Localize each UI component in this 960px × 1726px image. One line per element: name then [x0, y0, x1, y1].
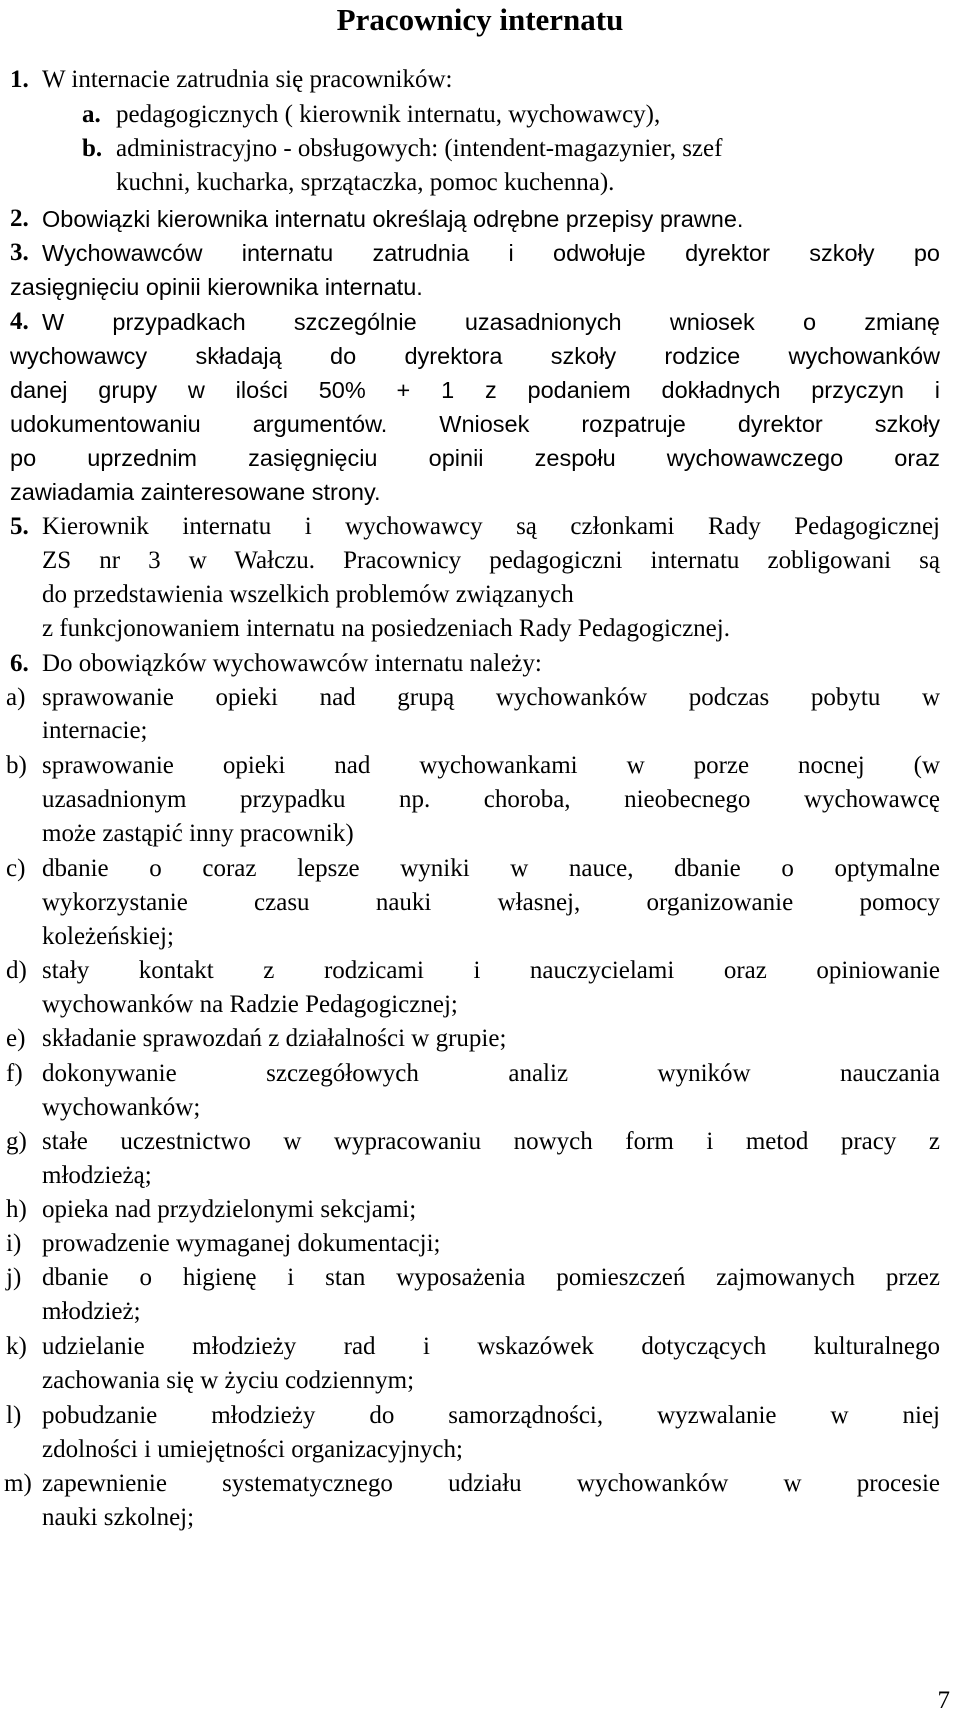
subitem-a-text: pedagogicznych ( kierownik internatu, wychowawcy),	[116, 101, 661, 128]
duty-marker: k)	[6, 1333, 27, 1360]
item-5-line3: do przedstawienia wszelkich problemów związanych	[42, 581, 574, 608]
item-number-1: 1.	[10, 66, 29, 93]
item-4-line4: udokumentowaniu argumentów. Wniosek rozpatruje dyrektor szkoły	[10, 411, 940, 437]
duty-line: prowadzenie wymaganej dokumentacji;	[42, 1230, 441, 1257]
page-title: Pracownicy internatu	[336, 2, 624, 37]
duty-line: dokonywanie szczegółowych analiz wyników nauczania	[42, 1060, 940, 1087]
duty-marker: i)	[6, 1230, 22, 1257]
item-number-6: 6.	[10, 650, 29, 677]
duty-line: zdolności i umiejętności organizacyjnych;	[42, 1436, 463, 1463]
duty-line: wychowanków na Radzie Pedagogicznej;	[42, 991, 458, 1018]
duty-marker: m)	[4, 1470, 32, 1497]
duty-line: internacie;	[42, 717, 148, 744]
item-3-line1: Wychowawców internatu zatrudnia i odwołuje dyrektor szkoły po	[42, 240, 940, 266]
duty-line: udzielanie młodzieży rad i wskazówek dotyczących kulturalnego	[42, 1333, 940, 1360]
duty-line: może zastąpić inny pracownik)	[42, 820, 354, 847]
duty-line: stałe uczestnictwo w wypracowaniu nowych form i metod pracy z	[42, 1128, 940, 1155]
duty-marker: c)	[6, 855, 26, 882]
duty-marker: g)	[6, 1128, 27, 1155]
duty-line: dbanie o coraz lepsze wyniki w nauce, dbanie o optymalne	[42, 855, 940, 882]
duty-line: nauki szkolnej;	[42, 1504, 195, 1531]
item-number-3: 3.	[10, 239, 29, 266]
duty-line: koleżeńskiej;	[42, 923, 174, 950]
duty-marker: a)	[6, 684, 26, 711]
item-number-4: 4.	[10, 308, 29, 335]
duty-marker: l)	[6, 1402, 22, 1429]
duty-line: sprawowanie opieki nad wychowankami w porze nocnej (w	[42, 752, 940, 779]
duty-marker: h)	[6, 1196, 27, 1223]
item-5-line2: ZS nr 3 w Wałczu. Pracownicy pedagogiczni internatu zobligowani są	[42, 547, 940, 574]
page-number: 7	[937, 1687, 950, 1714]
duty-marker: b)	[6, 752, 27, 779]
duty-line: młodzieżą;	[42, 1162, 152, 1189]
duty-line: sprawowanie opieki nad grupą wychowanków podczas pobytu w	[42, 684, 940, 711]
item-4-line3: danej grupy w ilości 50% + 1 z podaniem dokładnych przyczyn i	[10, 377, 940, 403]
item-number-5: 5.	[10, 513, 29, 540]
item-2-text: Obowiązki kierownika internatu określają odrębne przepisy prawne.	[42, 206, 744, 232]
duty-line: zapewnienie systematycznego udziału wychowanków w procesie	[42, 1470, 940, 1497]
duty-marker: f)	[6, 1060, 23, 1087]
item-3-line2: zasięgnięciu opinii kierownika internatu.	[10, 274, 423, 300]
subitem-b-line1: administracyjno - obsługowych: (intendent-magazynier, szef	[116, 135, 723, 162]
duty-line: wykorzystanie czasu nauki własnej, organizowanie pomocy	[42, 889, 940, 916]
duty-line: zachowania się w życiu codziennym;	[42, 1367, 415, 1394]
duty-marker: d)	[6, 957, 27, 984]
item-5-line4: z funkcjonowaniem internatu na posiedzeniach Rady Pedagogicznej.	[42, 615, 730, 642]
subitem-b-line2: kuchni, kucharka, sprzątaczka, pomoc kuchenna).	[116, 169, 615, 196]
item-4-line6: zawiadamia zainteresowane strony.	[10, 479, 381, 505]
duty-line: opieka nad przydzielonymi sekcjami;	[42, 1196, 417, 1223]
item-4-line1: W przypadkach szczególnie uzasadnionych wniosek o zmianę	[42, 309, 940, 335]
item-4-line5: po uprzednim zasięgnięciu opinii zespołu wychowawczego oraz	[10, 445, 940, 471]
subitem-a-marker: a.	[82, 101, 101, 128]
item-6-lead: Do obowiązków wychowawców internatu należy:	[42, 650, 542, 677]
duty-marker: j)	[6, 1264, 22, 1291]
duty-line: wychowanków;	[42, 1094, 201, 1121]
item-number-2: 2.	[10, 205, 29, 232]
subitem-b-marker: b.	[82, 135, 103, 162]
duty-line: młodzież;	[42, 1298, 141, 1325]
duty-marker: e)	[6, 1025, 26, 1052]
item-5-line1: Kierownik internatu i wychowawcy są członkami Rady Pedagogicznej	[42, 513, 940, 540]
duty-line: dbanie o higienę i stan wyposażenia pomieszczeń zajmowanych przez	[42, 1264, 940, 1291]
item-1-lead: W internacie zatrudnia się pracowników:	[42, 66, 453, 93]
duty-line: stały kontakt z rodzicami i nauczycielami oraz opiniowanie	[42, 957, 940, 984]
duty-line: składanie sprawozdań z działalności w grupie;	[42, 1025, 507, 1052]
duty-line: pobudzanie młodzieży do samorządności, wyzwalanie w niej	[42, 1402, 940, 1429]
item-4-line2: wychowawcy składają do dyrektora szkoły rodzice wychowanków	[10, 343, 940, 369]
duty-line: uzasadnionym przypadku np. choroba, nieobecnego wychowawcę	[42, 786, 940, 813]
